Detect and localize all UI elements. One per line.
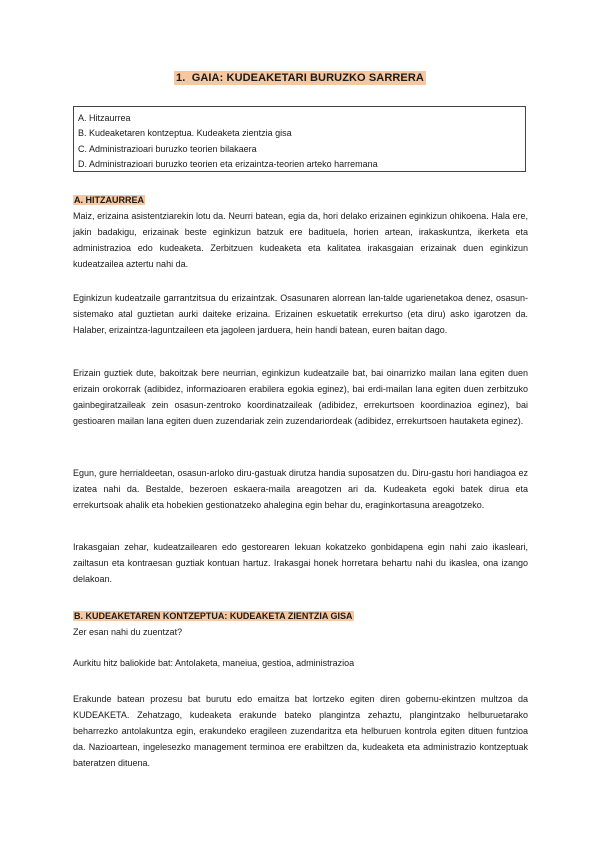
toc-item: B. Kudeaketaren kontzeptua. Kudeaketa zientzia gisa: [78, 128, 292, 139]
title-text: GAIA: KUDEAKETARI BURUZKO SARRERA: [191, 72, 424, 84]
section-a-paragraph-1: Maiz, erizaina asistentziarekin lotu da. Neurri batean, egia da, hori delako erizainen eginkizun ohikoena. Hala ere, jakin badakigu, erizainak beste eginkizun batzuk ere badituela, horien artean, irakaskuntza, ikerketa eta administrazioa edo kudeaketa. Zerbitzuen kudeaketa eta kalitatea irakasgaian erizainak duen eginkizun kudeatzailea aztertu nahi da.: [73, 211, 528, 269]
section-a-paragraph-5: Irakasgaian zehar, kudeatzailearen edo gestorearen lekuan kokatzeko gonbidapena egin nahi zaio ikasleari, zailtasun eta kontraesan guztiak kontuan hartuz. Irakasgai honek horretara behartu nahi du ikaslea, ona izango delakoan.: [73, 542, 528, 584]
page-title: [0, 72, 600, 84]
table-of-contents: [73, 106, 526, 172]
section-b-question: Zer esan nahi du zuentzat?: [73, 627, 183, 637]
toc-item: C. Administrazioari buruzko teorien bilakaera: [78, 143, 257, 154]
title-number: 1.: [176, 72, 186, 84]
section-a-paragraph-2: Eginkizun kudeatzaile garrantzitsua du erizaintzak. Osasunaren alorrean lan-talde ugarienetakoa denez, osasun-sistemako atal guztietan aurki daiteke erizaina. Erizainen eskuetatik errekurtso (eta diru) asko igarotzen da. Halaber, erizaintza-laguntzaileen eta jagoleen jarduera, hein handi batean, euren baitan dago.: [73, 293, 528, 335]
title-highlight: [174, 71, 426, 85]
section-a-paragraph-4: Egun, gure herrialdeetan, osasun-arloko diru-gastuak dirutza handia suposatzen du. Diru-gastu hori handiagoa ez izatea nahi da. Bestalde, bezeroen eskaera-maila areagotzen ari da. Kudeaketa egoki batek dirua eta errekurtsoak ahalik eta hobekien gestionatzeko ahalegina egin behar du, eraginkortasuna areagotzeko.: [73, 468, 528, 510]
toc-item: D. Administrazioari buruzko teorien eta erizaintza-teorien arteko harremana: [78, 158, 378, 169]
section-b-synonyms: Aurkitu hitz baliokide bat: Antolaketa, maneiua, gestioa, administrazioa: [73, 658, 355, 668]
section-b-heading: B. KUDEAKETAREN KONTZEPTUA: KUDEAKETA ZIENTZIA GISA: [74, 611, 353, 621]
section-a-heading: A. HITZAURREA: [74, 195, 144, 205]
section-b-paragraph-1: Erakunde batean prozesu bat burutu edo emaitza bat lortzeko egiten diren gobernu-ekintzen multzoa da KUDEAKETA. Zehatzago, kudeaketa erakunde bateko plangintza zehaztu, plangintzako helburuetarako beharrezko antolakuntza egin, erakundeko eragileen zuzendaritza eta helburuen kontrola egiten dituen funtzioa da. Nazioartean, ingelesezko management terminoa ere erabiltzen da, kudeaketa eta administrazio kontzeptuak bateratzen dituena.: [73, 694, 528, 768]
toc-item: A. Hitzaurrea: [78, 113, 131, 123]
section-a-paragraph-3: Erizain guztiek dute, bakoitzak bere neurrian, eginkizun kudeatzaile bat, bai oinarrizko mailan lana egiten duen erizain orokorrak (adibidez, informazioaren erabilera egokia eginez), bai erdi-mailan lana egiten duen zerbitzuko gainbegiratzaileak zein osasun-zentroko koordinatzaileak (adibidez, errekurtsoen koordinazioa eginez), bai gestioaren mailan lana egiten duen zuzendariak zein zuzendariordeak (adibidez, errekurtsoen hautaketa eginez).: [73, 368, 528, 426]
